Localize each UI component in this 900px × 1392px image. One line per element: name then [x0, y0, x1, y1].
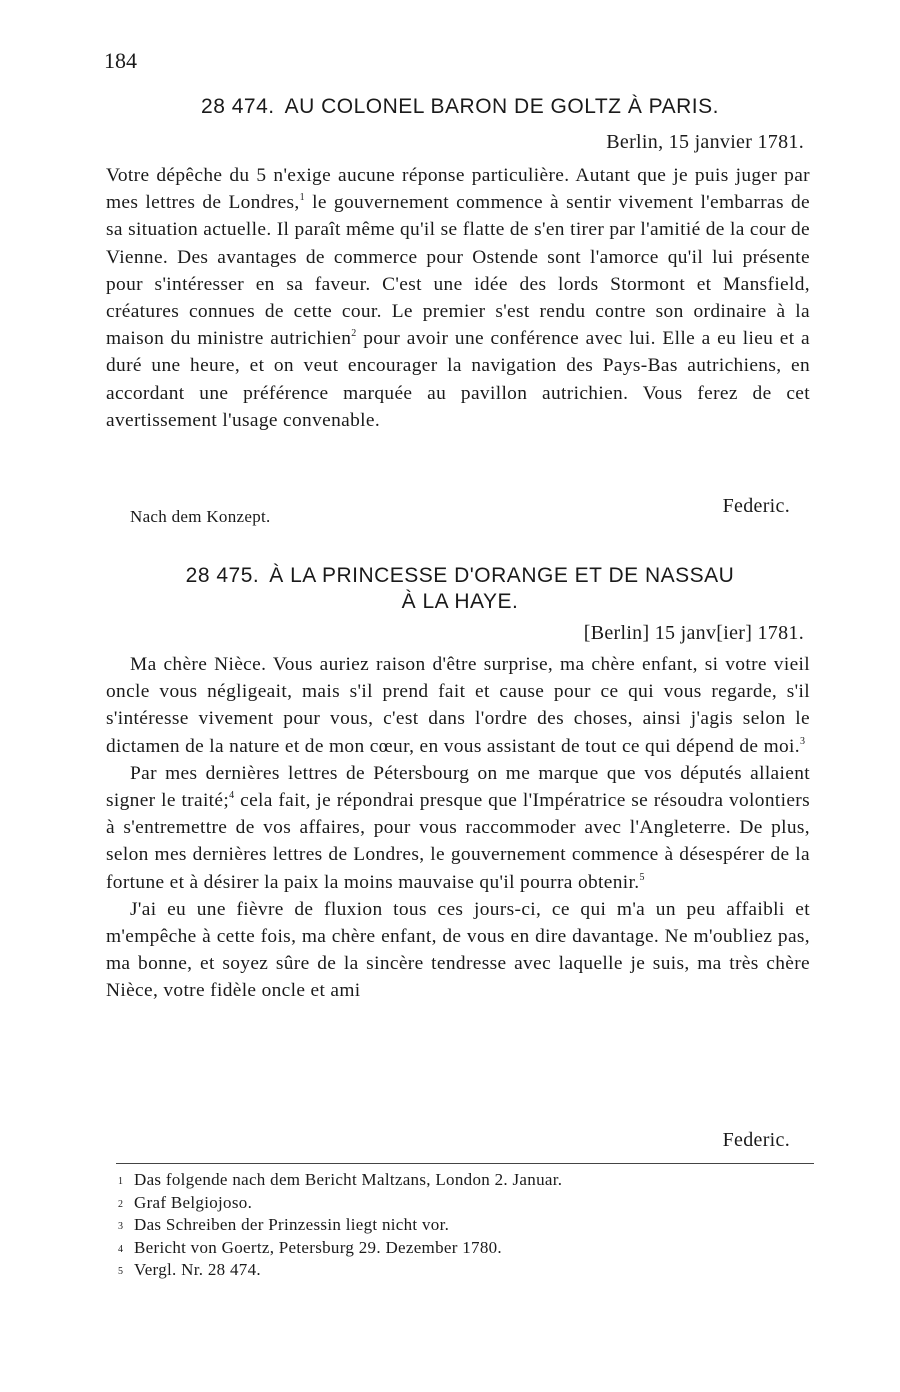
footnote-text: Das Schreiben der Prinzessin liegt nicht vor. — [134, 1215, 450, 1234]
letter-heading — [104, 95, 816, 119]
letter-dateline: Berlin, 15 janvier 1781. — [606, 131, 804, 153]
footnote-mark: 1 — [299, 192, 305, 204]
letter-title: AU COLONEL BARON DE GOLTZ À PARIS. — [284, 95, 719, 118]
letter-paragraph — [106, 760, 810, 896]
text-run: le gouvernement commence à sentir vivement l'embarras de sa situation actuelle. Il paraît même qu'il se flatte de s'en tirer par l'amitié de la cour de Vienne. Des avantages de commerce pour Ostende sont l'amorce qu'il lui présente pour s'intéresser en sa faveur. C'est une idée des lords Stormont et Mansfield, créatures connues de cette cour. Le premier s'est rendu contre son ordinaire à la maison du ministre autrichien — [106, 192, 810, 350]
letter-title-line2: À LA HAYE. — [401, 590, 519, 613]
text-run: Votre dépêche du 5 n'exige aucune réponse particulière. Autant que je puis juger par mes lettres de Londres, — [106, 165, 810, 214]
signature: Federic. — [722, 1129, 790, 1151]
text-run: cela fait, je répondrai presque que l'Impératrice se résoudra volontiers à s'entremettre de vos affaires, pour vous raccommoder avec l'Angleterre. De plus, selon mes dernières lettres de Londres, le gouvernement commence à désespérer de la fortune et à désirer la paix la moins mauvaise qu'il pourra obtenir. — [106, 790, 810, 893]
footnote-text: Graf Belgiojoso. — [134, 1192, 253, 1212]
page-number: 184 — [104, 48, 137, 73]
footnote-number: 1 — [118, 1176, 124, 1187]
text-run: Par mes dernières lettres de Pétersbourg on me marque que vos députés allaient signer le traité; — [106, 762, 810, 812]
text-run: pour avoir une conférence avec lui. Elle a eu lieu et a duré une heure, et on veut encourager la navigation des Pays-Bas autrichiens, en accordant une préférence marquée au pavillon autrichien. Vous ferez de cet avertissement l'usage convenable. — [106, 328, 810, 431]
letter-body — [106, 162, 810, 434]
footnote — [118, 1215, 808, 1238]
footnote-divider — [116, 1163, 814, 1164]
footnote-mark: 2 — [351, 328, 357, 340]
footnote — [118, 1193, 808, 1216]
letter-body — [106, 651, 810, 1005]
letter-paragraph — [106, 896, 810, 1005]
footnote-mark: 5 — [639, 871, 645, 883]
letter-title: À LA PRINCESSE D'ORANGE ET DE NASSAU — [269, 564, 735, 587]
footnote-number: 4 — [118, 1243, 124, 1255]
letter-heading — [104, 564, 816, 588]
text-run: J'ai eu une fièvre de fluxion tous ces jours-ci, ce qui m'a un peu affaibli et m'empêche à cette fois, ma chère enfant, de vous en dire davantage. Ne m'oubliez pas, ma bonne, et soyez sûre de la sincère tendresse avec laquelle je suis, ma très chère Nièce, votre fidèle oncle et ami — [106, 898, 810, 1002]
footnotes — [118, 1170, 808, 1283]
footnote-text: Bericht von Goertz, Petersburg 29. Dezember 1780. — [134, 1237, 502, 1257]
footnote — [118, 1170, 808, 1193]
letter-number: 28 474. — [201, 95, 275, 118]
source-note: Nach dem Konzept. — [130, 507, 271, 526]
footnote — [118, 1260, 808, 1283]
footnote — [118, 1238, 808, 1261]
letter-number: 28 475. — [185, 564, 260, 587]
footnote-text: Das folgende nach dem Bericht Maltzans, London 2. Januar. — [134, 1170, 563, 1189]
text-run: Ma chère Nièce. Vous auriez raison d'être surprise, ma chère enfant, si votre vieil oncle vous négligeait, mais s'il prend fait et cause pour ce qui vous regarde, s'il s'intéresse vivement pour vous, c'est dans l'ordre des choses, ainsi j'agis selon le dictamen de la nature et de mon cœur, en vous assistant de tout ce qui dépend de moi. — [106, 654, 810, 757]
letter-paragraph — [106, 162, 810, 434]
signature: Federic. — [722, 495, 790, 517]
footnote-number: 5 — [118, 1266, 124, 1277]
letter-paragraph — [106, 651, 810, 760]
footnote-mark: 4 — [229, 790, 235, 802]
footnote-number: 2 — [118, 1198, 124, 1210]
footnote-text: Vergl. Nr. 28 474. — [134, 1260, 261, 1279]
footnote-mark: 3 — [799, 735, 806, 747]
footnote-number: 3 — [118, 1221, 124, 1232]
letter-dateline: [Berlin] 15 janv[ier] 1781. — [583, 622, 804, 644]
